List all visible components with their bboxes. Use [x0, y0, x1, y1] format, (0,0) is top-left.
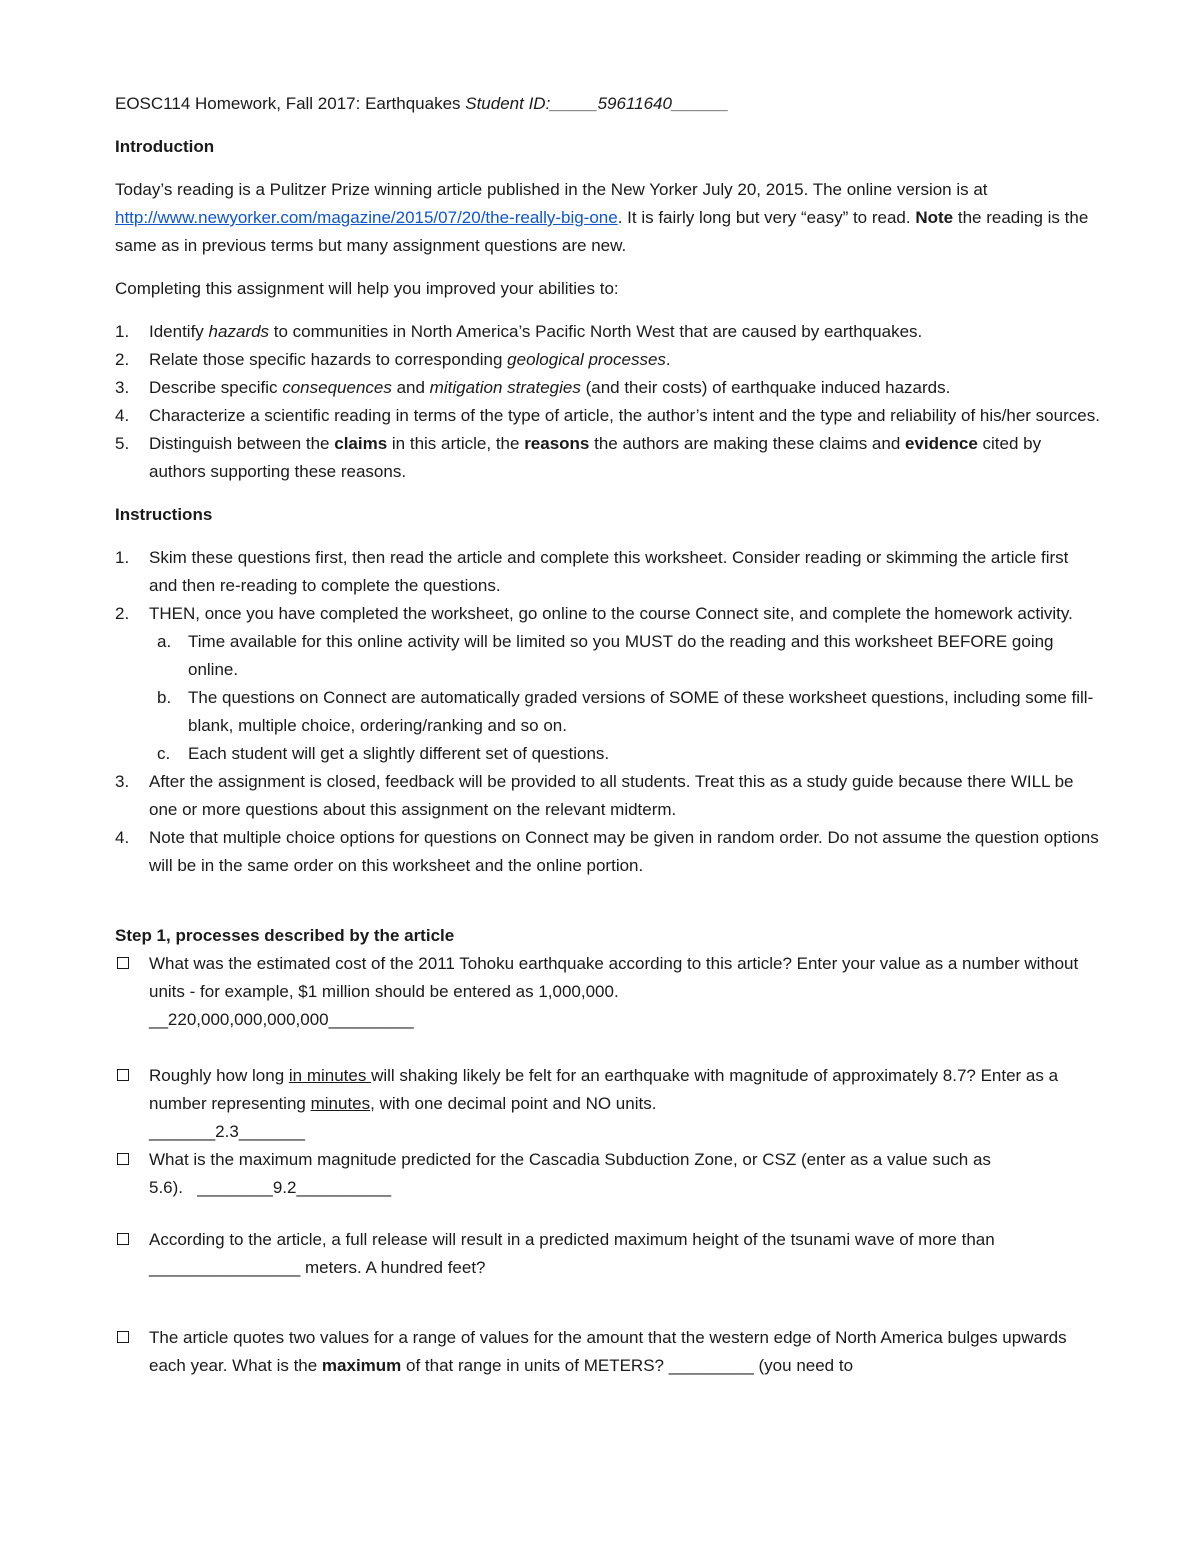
- list-item: 1. Skim these questions first, then read the article and complete this worksheet. Consider reading or skimming the article first and then re-reading to complete the questions.: [115, 548, 1069, 595]
- introduction-heading: Introduction: [115, 137, 215, 156]
- answer-blank[interactable]: _______2.3_______: [149, 1122, 305, 1141]
- question-max-magnitude: What is the maximum magnitude predicted for the Cascadia Subduction Zone, or CSZ (enter as a value such as 5.6). ________9.2__________: [115, 1146, 1100, 1202]
- sub-list: [115, 628, 1100, 768]
- list-item: a. Time available for this online activity will be limited so you MUST do the reading and this worksheet BEFORE going online.: [157, 632, 1054, 679]
- list-item: c. Each student will get a slightly different set of questions.: [157, 744, 610, 763]
- article-link[interactable]: http://www.newyorker.com/magazine/2015/07/20/the-really-big-one: [115, 208, 618, 227]
- list-item: 2. THEN, once you have completed the worksheet, go online to the course Connect site, and complete the homework activity. a. Time available for this online activity will be limited so you MUST do the reading and this worksheet BEFORE going online. b. The questions on Connect are automatically graded versions of SOME of these worksheet questions, including some fill-blank, multiple choice, ordering/ranking and so on. c. Each student will get a slightly different set of questions.: [115, 600, 1100, 768]
- list-item: 3. Describe specific consequences and mitigation strategies (and their costs) of earthquake induced hazards.: [115, 378, 951, 397]
- list-item: 3. After the assignment is closed, feedback will be provided to all students. Treat this as a study guide because there WILL be one or more questions about this assignment on the relevant midterm.: [115, 772, 1074, 819]
- document-title: EOSC114 Homework, Fall 2017: Earthquakes Student ID:_____59611640______: [115, 94, 729, 113]
- answer-blank[interactable]: ________9.2__________: [197, 1178, 392, 1197]
- question-shaking-duration: Roughly how long in minutes will shaking likely be felt for an earthquake with magnitude of approximately 8.7? Enter as a number representing minutes, with one decimal point and NO units. _______2.3_______: [115, 1062, 1100, 1146]
- checkbox-icon[interactable]: [117, 1153, 129, 1165]
- objectives-list: [115, 318, 1100, 486]
- checkbox-icon[interactable]: [117, 957, 129, 969]
- question-tsunami-height: According to the article, a full release will result in a predicted maximum height of the tsunami wave of more than ________________ meters. A hundred feet?: [115, 1226, 1100, 1282]
- question-bulge-rate: The article quotes two values for a range of values for the amount that the western edge of North America bulges upwards each year. What is the maximum of that range in units of METERS? _________ (you need to: [115, 1324, 1100, 1380]
- objectives-intro: Completing this assignment will help you improved your abilities to:: [115, 279, 619, 298]
- instructions-list: [115, 544, 1100, 880]
- list-item: 2. Relate those specific hazards to corresponding geological processes.: [115, 350, 671, 369]
- student-id-label: Student ID:_____59611640______: [465, 94, 729, 113]
- checkbox-icon[interactable]: [117, 1331, 129, 1343]
- list-item: 5. Distinguish between the claims in this article, the reasons the authors are making these claims and evidence cited by authors supporting these reasons.: [115, 434, 1042, 481]
- intro-paragraph: Today’s reading is a Pulitzer Prize winning article published in the New Yorker July 20, 2015. The online version is at http://www.newyorker.com/magazine/2015/07/20/the-really-big-one. It is fairly long but very “easy” to read. Note the reading is the same as in previous terms but many assignment questions are new.: [115, 180, 1089, 255]
- step1-heading: Step 1, processes described by the article: [115, 926, 455, 945]
- list-item: 4. Characterize a scientific reading in terms of the type of article, the author’s intent and the type and reliability of his/her sources.: [115, 406, 1100, 425]
- list-item: 1. Identify hazards to communities in North America’s Pacific North West that are caused by earthquakes.: [115, 322, 923, 341]
- instructions-heading: Instructions: [115, 505, 213, 524]
- list-item: b. The questions on Connect are automatically graded versions of SOME of these worksheet questions, including some fill-blank, multiple choice, ordering/ranking and so on.: [157, 688, 1094, 735]
- checkbox-icon[interactable]: [117, 1069, 129, 1081]
- question-tohoku-cost: What was the estimated cost of the 2011 Tohoku earthquake according to this article? Enter your value as a number without units - for example, $1 million should be entered as 1,000,000. __220,000,000,000,000_________: [115, 950, 1100, 1034]
- document-page: [115, 90, 1100, 1380]
- answer-blank[interactable]: __220,000,000,000,000_________: [149, 1010, 414, 1029]
- checkbox-icon[interactable]: [117, 1233, 129, 1245]
- list-item: 4. Note that multiple choice options for questions on Connect may be given in random order. Do not assume the question options will be in the same order on this worksheet and the online portion.: [115, 828, 1099, 875]
